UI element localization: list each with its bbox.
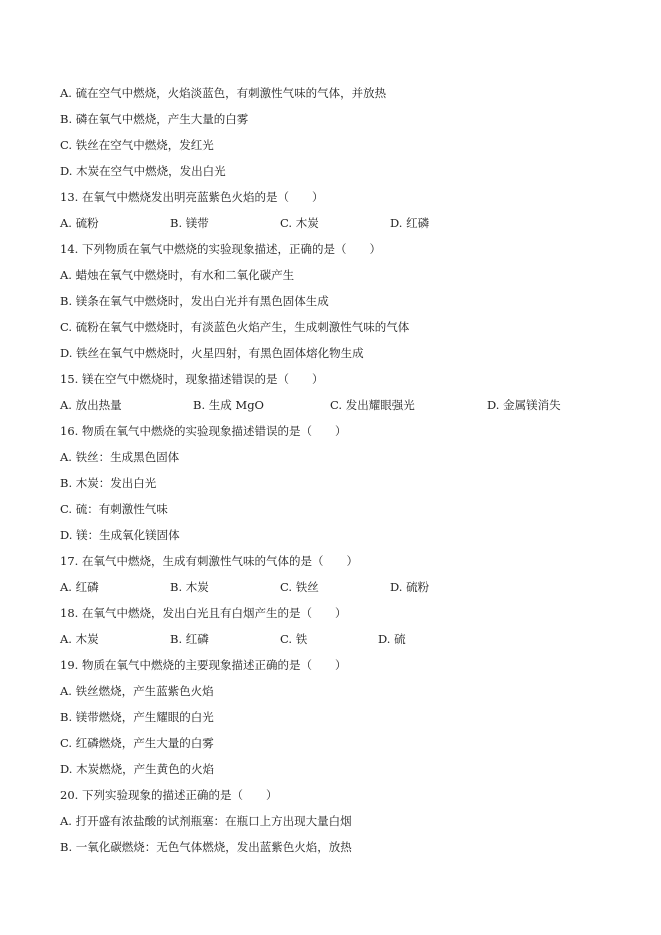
q19-stem: 19. 物质在氧气中燃烧的主要现象描述正确的是（ ） (60, 658, 347, 672)
q13-option-b: B. 镁带 (170, 216, 209, 230)
q18-option-c: C. 铁 (280, 632, 308, 646)
q16-option-d: D. 镁：生成氧化镁固体 (60, 528, 180, 542)
q17-option-c: C. 铁丝 (280, 580, 319, 594)
q19-option-a: A. 铁丝燃烧，产生蓝紫色火焰 (60, 684, 214, 698)
q15-option-b: B. 生成 MgO (193, 398, 264, 412)
q19-option-b: B. 镁带燃烧，产生耀眼的白光 (60, 710, 214, 724)
q14-option-d: D. 铁丝在氧气中燃烧时，火星四射，有黑色固体熔化物生成 (60, 346, 364, 360)
q17-option-a: A. 红磷 (60, 580, 99, 594)
q18-option-b: B. 红磷 (170, 632, 209, 646)
q16-option-b: B. 木炭：发出白光 (60, 476, 157, 490)
q16-option-c: C. 硫：有刺激性气味 (60, 502, 168, 516)
q12-option-d: D. 木炭在空气中燃烧，发出白光 (60, 164, 226, 178)
q12-option-c: C. 铁丝在空气中燃烧，发红光 (60, 138, 214, 152)
q18-option-d: D. 硫 (378, 632, 406, 646)
q15-option-d: D. 金属镁消失 (487, 398, 561, 412)
q14-option-c: C. 硫粉在氧气中燃烧时，有淡蓝色火焰产生，生成刺激性气味的气体 (60, 320, 410, 334)
q19-option-d: D. 木炭燃烧，产生黄色的火焰 (60, 762, 215, 776)
q14-option-a: A. 蜡烛在氧气中燃烧时，有水和二氧化碳产生 (60, 268, 295, 282)
q17-option-b: B. 木炭 (170, 580, 209, 594)
q20-option-a: A. 打开盛有浓盐酸的试剂瓶塞：在瓶口上方出现大量白烟 (60, 814, 352, 828)
q14-option-b: B. 镁条在氧气中燃烧时，发出白光并有黑色固体生成 (60, 294, 329, 308)
q20-stem: 20. 下列实验现象的描述正确的是（ ） (60, 788, 278, 802)
q13-option-d: D. 红磷 (390, 216, 430, 230)
q15-option-a: A. 放出热量 (60, 398, 122, 412)
q19-option-c: C. 红磷燃烧，产生大量的白雾 (60, 736, 214, 750)
q15-stem: 15. 镁在空气中燃烧时，现象描述错误的是（ ） (60, 372, 324, 386)
q12-option-a: A. 硫在空气中燃烧，火焰淡蓝色，有刺激性气味的气体，并放热 (60, 86, 387, 100)
q13-stem: 13. 在氧气中燃烧发出明亮蓝紫色火焰的是（ ） (60, 190, 324, 204)
q13-option-c: C. 木炭 (280, 216, 319, 230)
q17-option-d: D. 硫粉 (390, 580, 430, 594)
q15-option-c: C. 发出耀眼强光 (330, 398, 415, 412)
q18-stem: 18. 在氧气中燃烧，发出白光且有白烟产生的是（ ） (60, 606, 347, 620)
q13-option-a: A. 硫粉 (60, 216, 99, 230)
q20-option-b: B. 一氧化碳燃烧：无色气体燃烧，发出蓝紫色火焰，放热 (60, 840, 352, 854)
q12-option-b: B. 磷在氧气中燃烧，产生大量的白雾 (60, 112, 249, 126)
q16-stem: 16. 物质在氧气中燃烧的实验现象描述错误的是（ ） (60, 424, 347, 438)
q18-option-a: A. 木炭 (60, 632, 99, 646)
q14-stem: 14. 下列物质在氧气中燃烧的实验现象描述，正确的是（ ） (60, 242, 381, 256)
q16-option-a: A. 铁丝：生成黑色固体 (60, 450, 180, 464)
q17-stem: 17. 在氧气中燃烧，生成有刺激性气味的气体的是（ ） (60, 554, 358, 568)
